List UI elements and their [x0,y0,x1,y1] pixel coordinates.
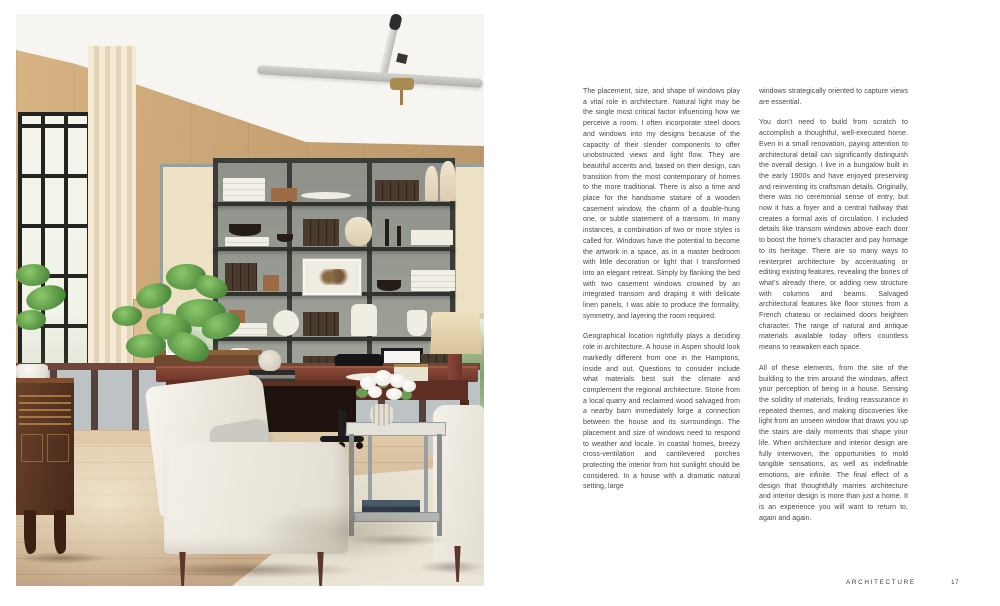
chest-inlay-bands [19,391,71,425]
shelf-decor-candlestick [385,219,389,246]
office-chair-wheel [356,442,363,449]
body-paragraph: You don’t need to build from scratch to accomplish a thoughtful, well-executed home. Even in a small renovation, paying attention to architectural detail can significantly distinguish the overall design. I live in a bungalow built in the early 1900s and have enjoyed preserving and reinventing its craftsman details. Originally, there was no ceremonial sense of entry, but now it has a foyer and a central hallway that creates a formal axis of circulation. I included details like transom windows above each door to boost the home’s character and pay homage to its heritage. There are so many ways to reinterpret architecture by accentuating or editing existing features, revealing the bones of what’s already there, or adding new structure with columns and beams. Salvaged architectural features like floor stones from a French chateau or reclaimed doors heighten character. The range of natural and antique materials available today offers countless means to reawaken each space. [759,119,908,352]
shelf-decor-dark-books [375,180,419,201]
shelf-decor-sphere [273,310,299,336]
shelf-decor-sculpture [351,304,377,336]
shelf-board [213,337,455,341]
table-lamp-shade [430,312,482,354]
shelf-decor-pedestal [407,310,427,336]
ceiling-fan-blades [257,65,483,88]
office-chair-post [338,410,346,438]
side-table-top [346,422,446,436]
body-paragraph: Geographical location rightfully plays a deciding role in architecture. A house in Aspen should look markedly different from one in the Hamptons, inside and out. Questions to consider include what materials best suit the climate and complement the regional architecture. Stone from a local quarry and reclaimed wood salvaged from a nearby barn immediately forge a connection between the house and its surroundings. The placement and size of windows need to respond to weather and locale. In coastal homes, breezy cross-ventilation and cantilevered porches protecting the interior from hot sunlight should be considered. In a house with a dramatic natural setting, large [583,333,740,491]
shelf-decor-framed-art [303,259,361,295]
shelf-decor-dark-books [225,263,257,291]
ceiling-fan-hub [390,78,414,90]
chest-leg [54,510,66,554]
shelf-decor-platter [301,192,351,199]
framed-art-sketch [313,269,351,285]
text-column-1 [583,87,740,534]
shelf-board [213,202,455,206]
chest-drawer [48,435,68,461]
text-column-2 [759,87,908,534]
shelf-decor-pot [263,275,279,291]
page-footer [0,579,1000,591]
white-flower [368,386,382,398]
shelf-decor-candlestick [397,226,401,246]
shelf-board [213,247,455,251]
table-lamp-base [448,354,462,382]
interior-photo [16,14,484,586]
shelf-decor-vase [425,166,438,201]
rug-shadow [256,504,436,560]
shelf-decor-white-box [411,230,453,245]
white-flower [386,388,402,400]
body-paragraph: windows strategically oriented to capture views are essential. [759,88,908,106]
floor-shadow [16,552,108,564]
body-text-block [583,87,911,534]
shelf-decor-bowl [377,280,401,291]
page-number: 17 [951,579,960,586]
desk-vase [259,350,281,371]
floor-shadow [146,562,360,578]
ceiling-fan-cap [388,14,402,31]
table-lamp-foot [443,380,467,385]
shelf-decor-bowl [277,234,293,242]
shelf-decor-vase [440,161,456,201]
shelf-decor-round-vase [345,217,372,246]
chest-drawer [22,435,42,461]
shelf-decor-white-books [411,270,455,291]
white-flower [402,380,416,392]
shelf-decor-white-books [225,237,269,246]
section-label: ARCHITECTURE [846,579,916,586]
antique-chest [16,378,74,515]
shelf-decor-dark-books [303,312,339,336]
shelf-decor-dark-books [303,219,339,246]
shelf-decor-bowl [229,224,261,236]
flower-vase [370,404,394,426]
shelf-decor-white-books [223,178,265,201]
shelf-decor-wood-box [271,188,297,201]
floor-shadow [418,560,484,574]
chest-leg [24,510,36,554]
body-paragraph: The placement, size, and shape of windows play a vital role in architecture. Natural light may be the single most critical factor influencing how we perceive a room. I often incorporate steel doors and windows into my designs because of the capacity of their slender components to offer unobstructed views and light flow. They are beautiful accents and, based on their design, can transition from the most contemporary of homes to the more traditional. There is also a time and place for the handsome stature of a wooden casement window, the charm of a double-hung one, or subtle statement of a transom. In many instances, a combination of two or more styles is called for. Windows have the potential to become the artwork in a space, as in a master bedroom with little decoration or light that I transformed into an elegant retreat. Simply by flanking the bed with two casement windows crowned by an integrated transom and draping it with delicate linen panels, I was able to produce the formality, symmetry, and layering the room required. [583,88,740,320]
body-paragraph: All of these elements, from the site of the building to the trim around the windows, affect your perception of being in a house. Sensing the solidity of materials, finding reassurance in repeated themes, and making discoveries like light from an unseen window that draws you up the stairs are daily moments that shape your life. When architecture and interior design are fully interwoven, the opportunities to mold tangible sensations, as well as indefinable emotions, are infinite. The final effect of a design that thoughtfully marries architecture and interior design is more than just a home. It is an experience you will want to return to, again and again. [759,364,908,522]
ceiling-fan-finial [400,90,403,105]
ceiling-fan-band [396,53,408,64]
white-flower [374,370,392,386]
side-table-leg [424,430,428,522]
